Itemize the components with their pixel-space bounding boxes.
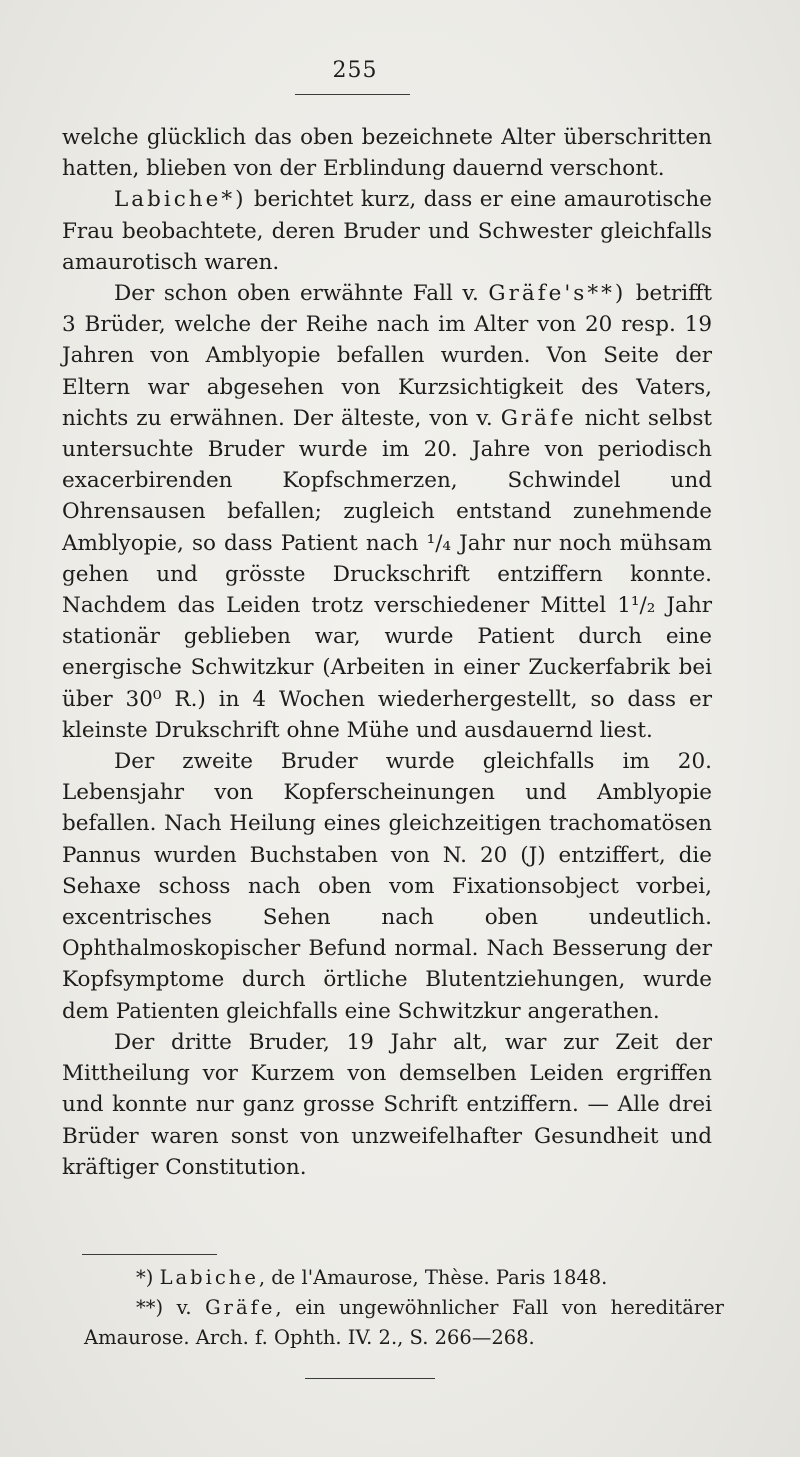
footnotes [84, 1263, 724, 1353]
footnote-text: , de l'Amaurose, Thèse. Paris 1848. [258, 1266, 608, 1289]
paragraph-labiche [62, 184, 712, 278]
paragraph-third-brother [62, 1027, 712, 1183]
page-number-rule [295, 94, 410, 95]
paragraph-text: berichtet kurz, dass er eine amaurotische Frau beobachtete, deren Bruder und Schwester gleichfalls amaurotisch waren. [62, 187, 712, 275]
paragraph-text: Der zweite Bruder wurde gleichfalls im 20. Lebensjahr von Kopferscheinungen und Amblyopie befallen. Nach Heilung eines gleichzeitigen trachomatösen Pannus wurden Buchstaben von N. 20 (J) entziffert, die Sehaxe schoss nach oben vom Fixationsobject vorbei, excentrisches Sehen nach oben undeutlich. Ophthalmoskopischer Befund normal. Nach Besserung der Kopfsymptome durch örtliche Blutentziehungen, wurde dem Patienten gleichfalls eine Schwitzkur angerathen. [62, 749, 712, 1024]
page-number: 255 [332, 58, 378, 83]
author-name: Gräfe [205, 1296, 276, 1319]
paragraph-text: welche glücklich das oben bezeichnete Alter überschritten hatten, blieben von der Erblindung dauernd verschont. [62, 125, 712, 182]
footnote-rule [82, 1254, 217, 1255]
body-text [62, 122, 712, 1183]
footnote-text: , ein ungewöhnlicher Fall von hereditärer Amaurose. Arch. f. Ophth. IV. 2., S. 266—268. [84, 1296, 725, 1349]
author-name: Labiche*) [114, 187, 247, 213]
paragraph-text: betrifft 3 Brüder, welche der Reihe nach im Alter von 20 resp. 19 Jahren von Amblyopie befallen wurden. Von Seite der Eltern war abgesehen von Kurzsichtigkeit des Vaters, nichts zu erwähnen. Der älteste, von v. [62, 281, 712, 431]
paragraph-text: Der schon oben erwähnte Fall v. [114, 281, 489, 307]
bottom-rule [305, 1378, 435, 1379]
footnote-mark: **) v. [136, 1296, 206, 1319]
paragraph-text: Der dritte Bruder, 19 Jahr alt, war zur Zeit der Mittheilung vor Kurzem von demselben Leiden ergriffen und konnte nur ganz grosse Schrift entziffern. — Alle drei Brüder waren sonst von unzweifelhafter Gesundheit und kräftiger Constitution. [62, 1029, 712, 1180]
paragraph-second-brother [62, 746, 712, 1027]
footnote-graefe [84, 1293, 724, 1353]
paragraph-continuation [62, 122, 712, 184]
author-name: Gräfe's**) [488, 281, 627, 307]
paragraph-graefe-case [62, 278, 712, 746]
author-name: Gräfe [500, 405, 577, 431]
paragraph-text: nicht selbst untersuchte Bruder wurde im 20. Jahre von periodisch exacerbirenden Kopfschmerzen, Schwindel und Ohrensausen befallen; zugleich entstand zunehmende Amblyopie, so dass Patient nach ¹/₄ Jahr nur noch mühsam gehen und grösste Druckschrift entziffern konnte. Nachdem das Leiden trotz verschiedener Mittel 1¹/₂ Jahr stationär geblieben war, wurde Patient durch eine energische Schwitzkur (Arbeiten in einer Zuckerfabrik bei über 30⁰ R.) in 4 Wochen wiederhergestellt, so dass er kleinste Drukschrift ohne Mühe und ausdauernd liest. [62, 405, 713, 743]
author-name: Labiche [159, 1266, 259, 1289]
footnote-labiche [84, 1263, 724, 1293]
footnote-mark: *) [136, 1266, 160, 1289]
